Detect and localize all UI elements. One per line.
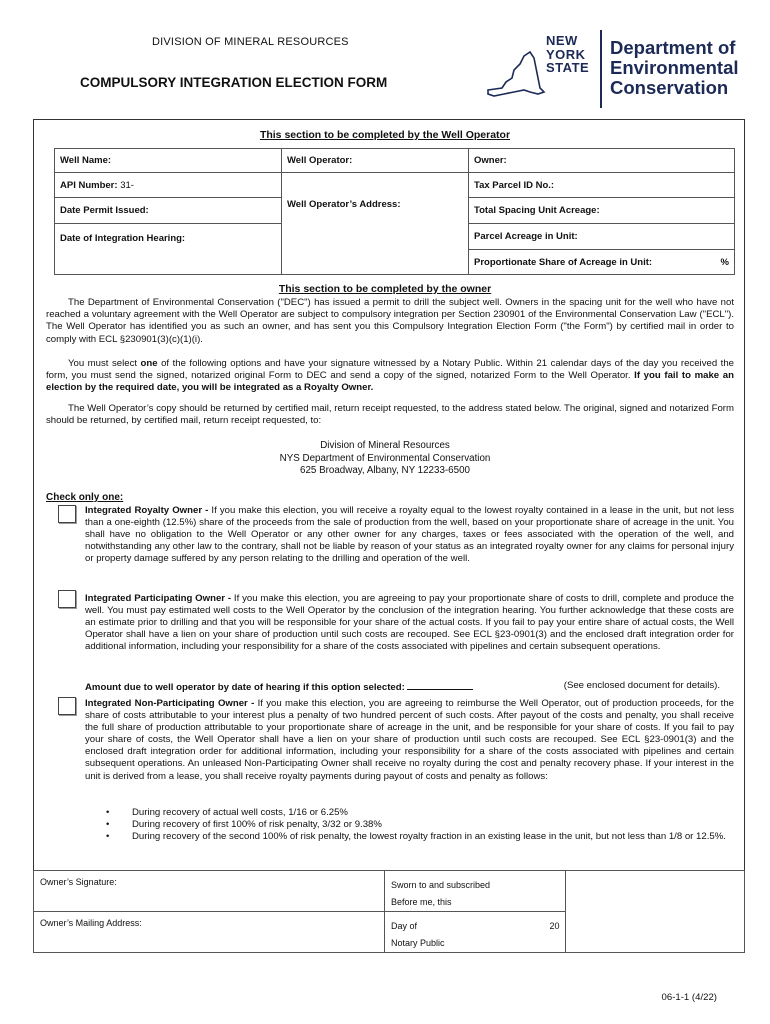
api-number-label: API Number:	[60, 179, 118, 191]
amount-due-note: (See enclosed document for details).	[563, 680, 720, 691]
nys-dec-logo	[484, 30, 744, 110]
year-label: 20	[549, 921, 560, 931]
participating-owner-option	[85, 593, 734, 653]
address-line: Division of Mineral Resources	[320, 440, 450, 451]
list-item: • During recovery of actual well costs, 1/16 or 6.25%	[106, 807, 726, 819]
api-number-field[interactable]	[55, 173, 282, 198]
new-york-state-map-icon	[484, 48, 548, 108]
notary-sworn-cell	[385, 871, 566, 912]
logo-divider	[600, 30, 602, 108]
tax-parcel-field[interactable]: Tax Parcel ID No.:	[469, 173, 735, 198]
api-number-value: 31-	[120, 179, 134, 191]
instructions-text: You must select	[68, 358, 141, 369]
nys-wordmark	[546, 34, 589, 75]
nonparticipating-owner-text: If you make this election, you are agreeing to reimburse the Well Operator, out of production proceeds, for the share of costs attributable to your interest plus a penalty of two hundred percent of such costs. After payout of the costs and penalty, you shall receive the full share of production attributable to your proportionate share of acreage in the unit, and be responsible for your share of costs. If you fail to pay your share of costs, the Well Operator shall have a lien on your share of production until such costs are recouped. See ECL §23-0901(3) and the enclosed draft integration order for additional information, including your responsibility for a share of the costs associated with pipelines and certain subsequent operations. An unleased Non-Participating Owner shall receive no royalty during the cost and penalty recovery phase. If your interest in the unit is derived from a lease, you shall receive royalty payments during payout of costs and penalty as follows:	[85, 698, 734, 782]
well-name-field[interactable]: Well Name:	[55, 149, 282, 173]
instructions-text: of the following options and have your signature witnessed by a Notary Public. Within 21 calendar days of the day you received the form, you must send the signed, notarized original Form to DEC and send a copy of the signed, notarized Form to the Well Operator.	[46, 358, 734, 382]
owner-signature-field[interactable]: Owner’s Signature:	[34, 871, 385, 912]
logo-line: Department of	[610, 37, 736, 58]
amount-due-label: Amount due to well operator by date of hearing if this option selected:	[85, 682, 405, 693]
notary-public-label: Notary Public	[391, 938, 445, 948]
mailing-address-block	[0, 440, 770, 478]
list-item: • During recovery of the second 100% of risk penalty, the lowest royalty fraction in an existing lease in the unit, but not less than 1/8 or 12.5%.	[106, 831, 726, 843]
parcel-acreage-field[interactable]: Parcel Acreage in Unit:	[469, 224, 735, 250]
royalty-payout-list	[106, 807, 726, 843]
sworn-text: Sworn to and subscribed	[391, 880, 491, 890]
operator-info-table	[54, 148, 735, 275]
owner-section-heading: This section to be completed by the owner	[278, 283, 492, 295]
division-label: DIVISION OF MINERAL RESOURCES	[152, 36, 349, 48]
royalty-owner-title: Integrated Royalty Owner -	[85, 505, 209, 516]
logo-line: STATE	[546, 60, 590, 75]
proportionate-share-label: Proportionate Share of Acreage in Unit:	[474, 256, 653, 268]
deadline-warning: If you fail to make an election by the required date, you will be integrated as a Royalty Owner.	[46, 370, 734, 394]
amount-due-line	[85, 680, 734, 693]
notary-date-cell[interactable]	[385, 912, 566, 953]
percent-sign: %	[720, 256, 729, 268]
logo-line: Conservation	[610, 77, 729, 98]
dec-wordmark	[610, 38, 739, 98]
spacing-acreage-field[interactable]: Total Spacing Unit Acreage:	[469, 198, 735, 224]
address-line: 625 Broadway, Albany, NY 12233-6500	[300, 465, 470, 476]
before-me-text: Before me, this	[391, 897, 452, 907]
proportionate-share-field[interactable]	[469, 250, 735, 275]
owner-field[interactable]: Owner:	[469, 149, 735, 173]
logo-line: NEW	[546, 33, 578, 48]
list-item: • During recovery of first 100% of risk penalty, 3/32 or 9.38%	[106, 819, 726, 831]
one-emphasis: one	[140, 358, 158, 369]
return-paragraph: The Well Operator’s copy should be returned by certified mail, return receipt requested, to the address stated below. The original, signed and notarized Form should be returned, by certified mail, return receipt requested, to:	[46, 403, 734, 427]
participating-owner-text: If you make this election, you are agreeing to pay your proportionate share of costs to drill, complete and produce the well. You must pay estimated well costs to the Well Operator by the conclusion of the integration hearing. You further acknowledge that these costs are an estimate prior to drilling and that you will be responsible for your share of the actual costs. If you fail to pay your entire share of actual costs, the Well Operator shall have a lien on your share of production until such costs are recouped. See ECL §23-0901(3) and the enclosed draft integration order for additional information, including your responsibility for a share of the costs associated with pipelines and certain subsequent operations.	[85, 593, 734, 653]
royalty-owner-option	[85, 505, 734, 565]
participating-owner-title: Integrated Participating Owner -	[85, 593, 232, 604]
amount-due-blank[interactable]	[407, 680, 473, 690]
signature-table	[33, 870, 745, 953]
operator-address-field[interactable]: Well Operator’s Address:	[282, 173, 469, 275]
logo-line: Environmental	[610, 57, 739, 78]
check-only-one-label: Check only one:	[46, 492, 124, 503]
instructions-paragraph	[46, 358, 734, 395]
intro-paragraph: The Department of Environmental Conservation ("DEC") has issued a permit to drill the subject well. Owners in the spacing unit for the well who have not reached a voluntary agreement with the Well Operator are subject to compulsory integration per Section 230901 of the Environmental Conservation Law ("ECL"). The Well Operator has identified you as such an owner, and has sent you this Compulsory Integration Election Form ("the Form") by certified mail in order to comply with ECL §230901(3)(c)(1)(i).	[46, 297, 734, 345]
royalty-owner-text: If you make this election, you will receive a royalty equal to the lowest royalty contained in a lease in the unit, but not less than a one-eighth (12.5%) share of the proceeds from the sale of production from the well, based on your proportionate share of acreage in the unit. You shall have no obligation to the Well Operator or any other owner for any charges, taxes or fees associated with the operation of the well, and notwithstanding any other law to the contrary, shall not be liable by reason of your status as an integrated royalty owner for any claims for personal injury or property damage suffered by any person relating to the drilling and operation of the well.	[85, 505, 734, 565]
date-permit-field[interactable]: Date Permit Issued:	[55, 198, 282, 224]
notary-seal-area	[566, 871, 745, 953]
mailing-address-field[interactable]: Owner’s Mailing Address:	[34, 912, 385, 953]
nonparticipating-owner-option	[85, 698, 734, 783]
day-of-line	[391, 918, 559, 935]
form-title: COMPULSORY INTEGRATION ELECTION FORM	[80, 75, 388, 90]
logo-line: YORK	[546, 46, 586, 62]
royalty-owner-checkbox[interactable]	[58, 505, 76, 523]
address-line: NYS Department of Environmental Conservation	[279, 452, 491, 464]
form-number: 06-1-1 (4/22)	[661, 992, 717, 1003]
nonparticipating-owner-checkbox[interactable]	[58, 697, 76, 715]
well-operator-field[interactable]: Well Operator:	[282, 149, 469, 173]
date-hearing-field[interactable]: Date of Integration Hearing:	[55, 224, 282, 275]
participating-owner-checkbox[interactable]	[58, 590, 76, 608]
day-of-label: Day of	[391, 921, 418, 931]
operator-section-heading: This section to be completed by the Well Operator	[259, 129, 511, 141]
nonparticipating-owner-title: Integrated Non-Participating Owner -	[85, 698, 255, 709]
